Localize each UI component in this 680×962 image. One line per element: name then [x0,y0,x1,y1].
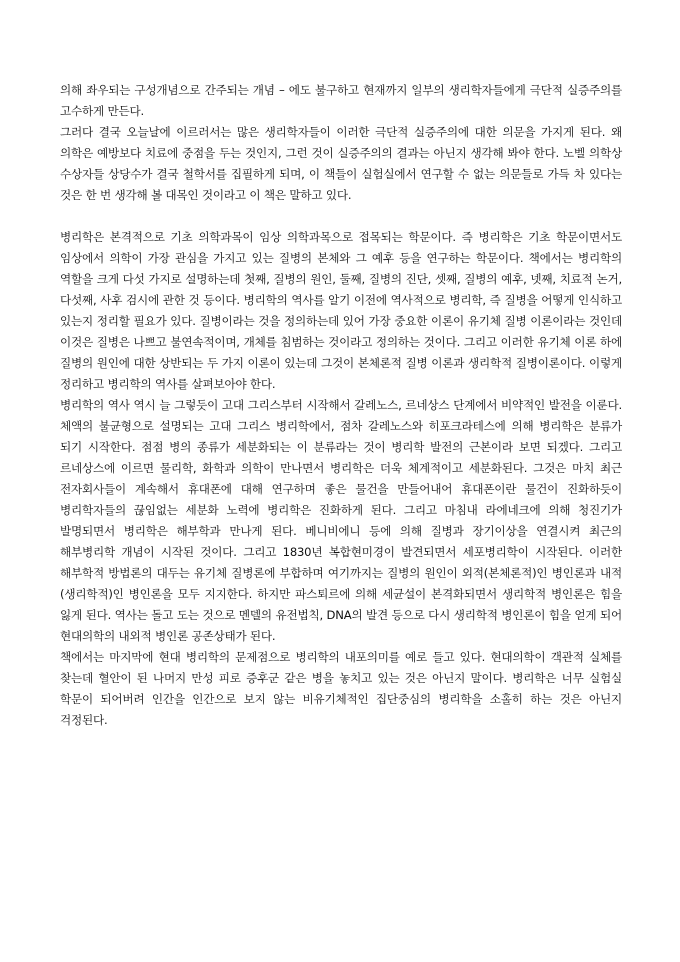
body-text [60,80,622,731]
paragraph-pathology-history: 병리학의 역사 역시 늘 그렇듯이 고대 그리스부터 시작해서 갈레노스, 르네상스 단계에서 비약적인 발전을 이룬다. 체액의 불균형으로 설명되는 고대 그리스 병리학에서, 점차 갈레노스와 히포크라테스에 의해 병리학은 분류가 되기 시작한다. 점점 병의 종류가 세분화되는 이 분류라는 것이 병리학 발전의 근본이라 보면 되겠다. 그리고 르네상스에 이르면 물리학, 화학과 의학이 만나면서 병리학은 더욱 체계적이고 세분화된다. 그것은 마치 최근 전자회사들이 계속해서 휴대폰에 대해 연구하며 좋은 물건을 만들어내어 휴대폰이란 물건이 진화하듯이 병리학자들의 끊임없는 세분화 노력에 병리학은 진화하게 된다. 그리고 마침내 라에네크에 의해 청진기가 발명되면서 병리학은 해부학과 만나게 된다. 베니비에니 등에 의해 질병과 장기이상을 연결시켜 최근의 해부병리학 개념이 시작된 것이다. 그리고 1830년 복합현미경이 발견되면서 세포병리학이 시작된다. 이러한 해부학적 방법론의 대두는 유기체 질병론에 부합하며 여기까지는 질병의 원인이 외적(본체론적)인 병인론과 내적(생리학적)인 병인론을 모두 지지한다. 하지만 파스퇴르에 의해 세균설이 본격화되면서 생리학적 병인론은 힘을 잃게 된다. 역사는 돌고 도는 것으로 멘델의 유전법칙, DNA의 발견 등으로 다시 생리학적 병인론이 힘을 얻게 되어 현대의학의 내외적 병인론 공존상태가 된다. [60,398,622,643]
paragraph-continuation: 의해 좌우되는 구성개념으로 간주되는 개념 – 에도 불구하고 현재까지 일부의 생리학자들에게 극단적 실증주의를 고수하게 만든다. [60,83,622,118]
paragraph-pathology-definition: 병리학은 본격적으로 기초 의학과목이 임상 의학과목으로 접목되는 학문이다. 즉 병리학은 기초 학문이면서도 임상에서 의학이 가장 관심을 가지고 있는 질병의 본체와 그 예후 등을 연구하는 학문이다. 책에서는 병리학의 역할을 크게 다섯 가지로 설명하는데 첫째, 질병의 원인, 둘째, 질병의 진단, 셋째, 질병의 예후, 넷째, 치료적 논거, 다섯째, 사후 검시에 관한 것 등이다. 병리학의 역사를 알기 이전에 역사적으로 병리학, 즉 질병을 어떻게 인식하고 있는지 정리할 필요가 있다. 질병이라는 것을 정의하는데 있어 가장 중요한 이론이 유기체 질병 이론이라는 것인데 이것은 질병은 나쁘고 불연속적이며, 개체를 침범하는 것이라고 정의하는 것이다. 그리고 이러한 유기체 이론 하에 질병의 원인에 대한 상반되는 두 가지 이론이 있는데 그것이 본체론적 질병 이론과 생리학적 질병이론이다. 이렇게 정리하고 병리학의 역사를 살펴보아야 한다. [60,230,622,391]
paragraph-positivism-question: 그러다 결국 오늘날에 이르러서는 많은 생리학자들이 이러한 극단적 실증주의에 대한 의문을 가지게 된다. 왜 의학은 예방보다 치료에 중점을 두는 것인지, 그런 것이 실증주의의 결과는 아닌지 생각해 봐야 한다. 노벨 의학상 수상자들 상당수가 결국 철학서를 집필하게 되며, 이 책들이 실험실에서 연구할 수 없는 의문들로 가득 차 있다는 것은 한 번 생각해 볼 대목인 것이라고 이 책은 말하고 있다. [60,125,622,202]
paragraph-modern-problems: 책에서는 마지막에 현대 병리학의 문제점으로 병리학의 내포의미를 예로 들고 있다. 현대의학이 객관적 실체를 찾는데 혈안이 된 나머지 만성 피로 증후군 같은 병을 놓치고 있는 것은 아닌지 말이다. 병리학은 너무 실험실 학문이 되어버려 인간을 인간으로 보지 않는 비유기체적인 집단중심의 병리학을 소홀히 하는 것은 아닌지 걱정된다. [60,650,622,727]
paragraph-gap [60,206,622,227]
